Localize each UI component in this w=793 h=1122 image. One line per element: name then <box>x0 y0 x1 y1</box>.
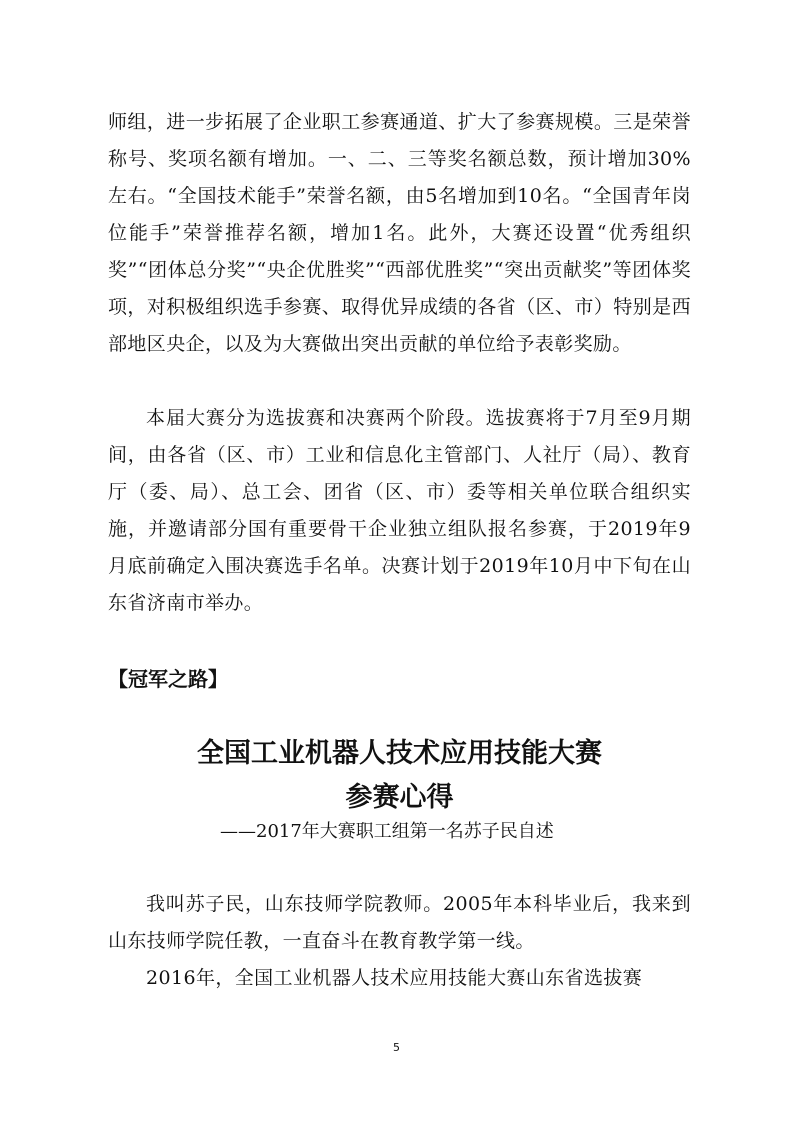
article-body <box>108 886 691 997</box>
page-number: 5 <box>393 1041 400 1054</box>
paragraph-competition-stages: 本届大赛分为选拔赛和决赛两个阶段。选拔赛将于7月至9月期间，由各省（区、市）工业和信息化主管部门、人社厅（局）、教育厅（委、局）、总工会、团省（区、市）委等相关单位联合组织实施，并邀请部分国有重要骨干企业独立组队报名参赛，于2019年9月底前确定入围决赛选手名单。决赛计划于2019年10月中下旬在山东省济南市举办。 <box>108 407 691 614</box>
article-title-line1: 全国工业机器人技术应用技能大赛 <box>197 738 602 769</box>
article-paragraph-intro: 我叫苏子民，山东技师学院教师。2005年本科毕业后，我来到山东技师学院任教，一直奋斗在教育教学第一线。 <box>108 893 691 952</box>
stage-text-block <box>108 400 691 622</box>
article-paragraph-2016: 2016年，全国工业机器人技术应用技能大赛山东省选拔赛 <box>146 967 643 989</box>
paragraph-competition-awards: 师组，进一步拓展了企业职工参赛通道、扩大了参赛规模。三是荣誉称号、奖项名额有增加。一、二、三等奖名额总数，预计增加30%左右。“全国技术能手”荣誉名额，由5名增加到10名。“全国青年岗位能手”荣誉推荐名额，增加1名。此外，大赛还设置“优秀组织奖”“团体总分奖”“央企优胜奖”“西部优胜奖”“突出贡献奖”等团体奖项，对积极组织选手参赛、取得优异成绩的各省（区、市）特别是西部地区央企，以及为大赛做出突出贡献的单位给予表彰奖励。 <box>108 111 691 355</box>
article-title-line2: 参赛心得 <box>345 782 454 813</box>
top-text-block <box>108 104 691 363</box>
section-tag: 【冠军之路】 <box>108 667 228 691</box>
article-title <box>108 732 691 820</box>
article-subtitle: ——2017年大赛职工组第一名苏子民自述 <box>220 821 554 842</box>
